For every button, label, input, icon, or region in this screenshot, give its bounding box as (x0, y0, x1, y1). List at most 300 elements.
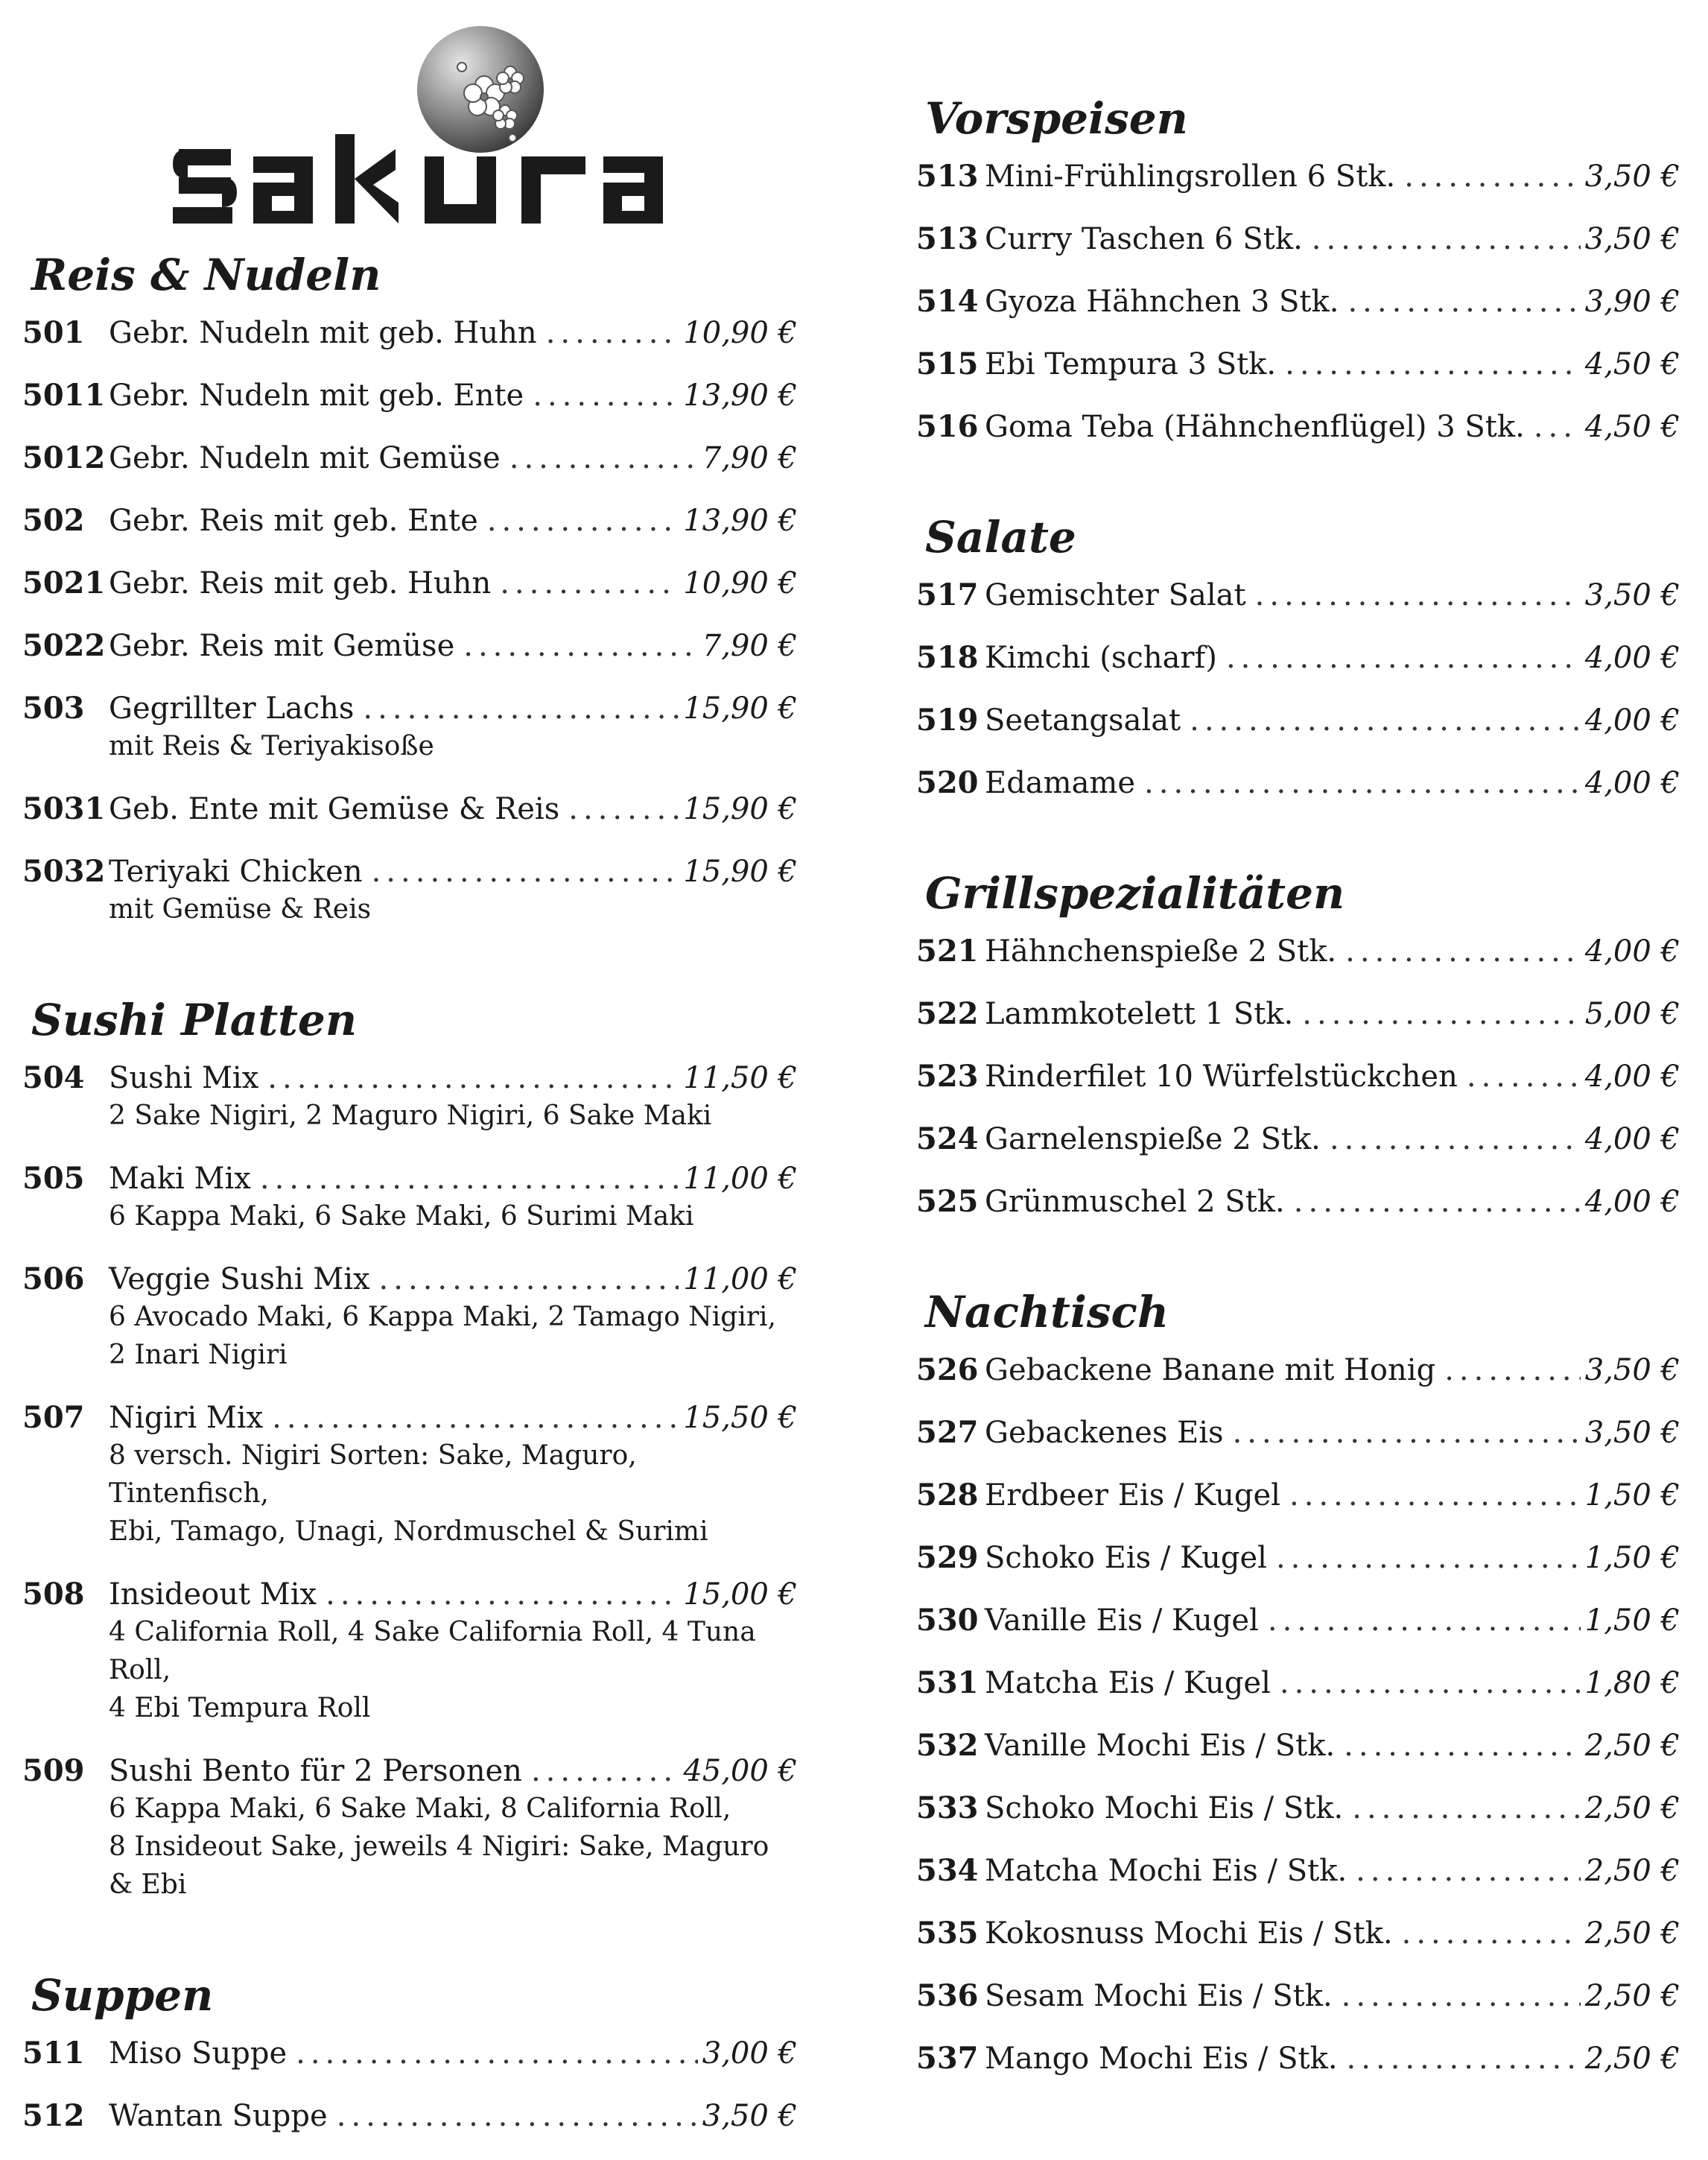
item-number: 528 (916, 1478, 979, 1513)
menu-item (916, 1352, 1680, 1389)
section-title: Grillspezialitäten (925, 868, 1345, 919)
item-price: 4,00 € (1584, 703, 1680, 738)
item-number: 506 (22, 1261, 85, 1296)
item-name: Erdbeer Eis / Kugel (985, 1478, 1280, 1513)
item-number: 525 (916, 1184, 979, 1219)
menu-item-line (22, 377, 797, 414)
item-name: Schoko Mochi Eis / Stk. (985, 1791, 1344, 1825)
menu-item-line (916, 1915, 1680, 1952)
menu-item-line (916, 221, 1680, 258)
menu-item-line (22, 853, 797, 890)
menu-section (916, 471, 1680, 802)
item-description: 8 versch. Nigiri Sorten: Sake, Maguro, Tintenfisch, (109, 1440, 637, 1509)
item-price: 3,50 € (1584, 1416, 1680, 1450)
dot-leader (1342, 1977, 1581, 2015)
item-price: 15,90 € (683, 855, 797, 889)
item-price: 3,50 € (1584, 578, 1680, 612)
section-items (916, 933, 1680, 1220)
item-number: 519 (916, 703, 979, 738)
item-price: 7,90 € (702, 629, 797, 663)
section-items (22, 1060, 797, 1904)
item-price: 13,90 € (683, 379, 797, 413)
item-name: Vanille Eis / Kugel (985, 1603, 1259, 1638)
dot-leader (1280, 1665, 1581, 1702)
dot-leader (1345, 933, 1581, 970)
menu-item (22, 440, 797, 477)
menu-item-line (916, 346, 1680, 383)
item-description: 6 Kappa Maki, 6 Sake Maki, 6 Surimi Maki (109, 1201, 694, 1232)
section-spacer (916, 1246, 1680, 1290)
item-number: 534 (916, 1853, 979, 1888)
item-number: 5021 (22, 566, 106, 601)
menu-item-line (916, 702, 1680, 739)
dot-leader (1190, 702, 1581, 739)
menu-item (916, 577, 1680, 614)
menu-item (916, 221, 1680, 258)
menu-item (916, 1121, 1680, 1158)
dot-leader (337, 2097, 698, 2135)
menu-item-line (916, 995, 1680, 1033)
dot-leader (1285, 346, 1581, 383)
item-number: 526 (916, 1352, 979, 1387)
item-price: 15,00 € (683, 1577, 797, 1612)
item-name: Schoko Eis / Kugel (985, 1541, 1267, 1575)
item-number: 527 (916, 1415, 979, 1450)
menu-item-line (916, 764, 1680, 802)
menu-item (22, 565, 797, 602)
menu-item (22, 1399, 797, 1551)
menu-item (22, 314, 797, 352)
dot-leader (1344, 1727, 1581, 1764)
item-name: Gebr. Nudeln mit Gemüse (109, 441, 501, 475)
item-number: 512 (22, 2098, 85, 2133)
sakura-logo-graphic (134, 15, 700, 253)
item-price: 4,50 € (1584, 410, 1680, 444)
menu-section (22, 954, 797, 1904)
dot-leader (260, 1160, 679, 1197)
menu-item (916, 702, 1680, 739)
menu-item (916, 1977, 1680, 2015)
item-price: 11,00 € (683, 1262, 797, 1296)
item-price: 4,50 € (1584, 347, 1680, 381)
item-price: 2,50 € (1584, 1979, 1680, 2013)
menu-item (916, 1915, 1680, 1952)
dot-leader (1233, 1414, 1581, 1451)
item-description: 4 California Roll, 4 Sake California Roll, 4 Tuna Roll, (109, 1617, 756, 1685)
item-name: Gebr. Reis mit geb. Ente (109, 504, 478, 538)
item-number: 5011 (22, 378, 106, 413)
menu-item (22, 1576, 797, 1727)
section-spacer (916, 471, 1680, 516)
dot-leader (1294, 1183, 1581, 1220)
menu-item (916, 1058, 1680, 1095)
item-name: Lammkotelett 1 Stk. (985, 997, 1294, 1031)
menu-item (22, 1160, 797, 1235)
item-name: Geb. Ente mit Gemüse & Reis (109, 792, 560, 826)
item-name: Gebr. Reis mit geb. Huhn (109, 566, 492, 601)
menu-item (22, 1752, 797, 1904)
menu-item (916, 639, 1680, 677)
menu-item (916, 1414, 1680, 1451)
item-price: 4,00 € (1584, 934, 1680, 969)
section-title: Suppen (31, 1970, 214, 2021)
dot-leader (1467, 1058, 1581, 1095)
dot-leader (267, 1060, 679, 1097)
item-number: 536 (916, 1978, 979, 2013)
item-name: Mini-Frühlingsrollen 6 Stk. (985, 159, 1396, 194)
item-price: 10,90 € (683, 316, 797, 350)
item-name: Gemischter Salat (985, 578, 1246, 612)
item-name: Goma Teba (Hähnchenflügel) 3 Stk. (985, 410, 1525, 444)
section-items (22, 2035, 797, 2135)
dot-leader (1330, 1121, 1581, 1158)
item-number: 523 (916, 1059, 979, 1094)
menu-item-line (22, 502, 797, 539)
item-name: Gebr. Nudeln mit geb. Ente (109, 379, 524, 413)
item-number: 5022 (22, 628, 106, 663)
item-number: 515 (916, 346, 979, 381)
dot-leader (372, 853, 679, 890)
dot-leader (1402, 1915, 1581, 1952)
dot-leader (1144, 764, 1581, 802)
menu-item-line (22, 1160, 797, 1197)
item-price: 4,00 € (1584, 1122, 1680, 1156)
menu-item (916, 995, 1680, 1033)
item-name: Sesam Mochi Eis / Stk. (985, 1979, 1333, 2013)
item-name: Vanille Mochi Eis / Stk. (985, 1729, 1336, 1763)
item-price: 3,90 € (1584, 285, 1680, 319)
menu-item-line (22, 1261, 797, 1298)
menu-item-line (916, 1790, 1680, 1827)
item-price: 10,90 € (683, 566, 797, 601)
menu-item-line (916, 1352, 1680, 1389)
logo-lettering (173, 134, 663, 224)
section-title: Nachtisch (925, 1287, 1169, 1337)
menu-item-line (22, 1576, 797, 1613)
item-price: 1,50 € (1584, 1541, 1680, 1575)
item-number: 520 (916, 765, 979, 800)
item-name: Insideout Mix (109, 1577, 317, 1612)
right-menu-sections (916, 93, 1680, 2077)
dot-leader (500, 565, 679, 602)
sakura-logo (134, 15, 700, 253)
left-menu-sections (22, 250, 797, 2135)
section-spacer (916, 827, 1680, 872)
item-name: Kokosnuss Mochi Eis / Stk. (985, 1916, 1393, 1951)
item-name: Gegrillter Lachs (109, 691, 355, 726)
menu-section (916, 1246, 1680, 2077)
item-price: 2,50 € (1584, 2042, 1680, 2076)
item-number: 5032 (22, 854, 106, 889)
menu-item (916, 1727, 1680, 1764)
dot-leader (1352, 1790, 1581, 1827)
item-description: 2 Sake Nigiri, 2 Maguro Nigiri, 6 Sake Maki (109, 1100, 712, 1131)
item-number: 505 (22, 1161, 85, 1196)
menu-item (916, 2040, 1680, 2077)
dot-leader (1347, 2040, 1581, 2077)
item-number: 502 (22, 503, 85, 538)
item-price: 11,50 € (683, 1061, 797, 1095)
dot-leader (379, 1261, 679, 1298)
item-description: mit Reis & Teriyakisoße (109, 731, 434, 761)
item-description: 6 Kappa Maki, 6 Sake Maki, 8 California Roll, (109, 1793, 731, 1824)
item-price: 45,00 € (683, 1754, 797, 1788)
item-description: 2 Inari Nigiri (109, 1340, 288, 1370)
item-number: 537 (916, 2041, 979, 2076)
menu-item-line (916, 1058, 1680, 1095)
item-number: 516 (916, 409, 979, 444)
menu-item-line (916, 408, 1680, 446)
dot-leader (363, 690, 679, 727)
menu-item-line (916, 639, 1680, 677)
item-price: 3,50 € (1584, 222, 1680, 256)
menu-item (916, 1602, 1680, 1639)
right-column (916, 0, 1680, 2103)
dot-leader (568, 791, 679, 828)
item-number: 5031 (22, 791, 106, 826)
menu-item-line (22, 314, 797, 352)
item-number: 511 (22, 2036, 85, 2071)
item-number: 532 (916, 1728, 979, 1763)
item-name: Grünmuschel 2 Stk. (985, 1185, 1285, 1219)
item-number: 508 (22, 1577, 85, 1612)
menu-item-line (916, 1121, 1680, 1158)
menu-item (916, 408, 1680, 446)
menu-item-line (22, 1752, 797, 1790)
item-name: Garnelenspieße 2 Stk. (985, 1122, 1321, 1156)
item-number: 513 (916, 159, 979, 194)
item-name: Hähnchenspieße 2 Stk. (985, 934, 1337, 969)
menu-item-line (916, 1727, 1680, 1764)
menu-item-line (22, 2035, 797, 2072)
item-name: Mango Mochi Eis / Stk. (985, 2042, 1338, 2076)
menu-item (916, 1665, 1680, 1702)
menu-item (22, 853, 797, 928)
item-name: Wantan Suppe (109, 2099, 328, 2133)
item-price: 4,00 € (1584, 1060, 1680, 1094)
dot-leader (533, 377, 679, 414)
section-items (22, 314, 797, 928)
menu-section (916, 93, 1680, 446)
dot-leader (296, 2035, 698, 2072)
menu-item-line (916, 2040, 1680, 2077)
item-name: Gebackene Banane mit Honig (985, 1353, 1436, 1387)
item-name: Seetangsalat (985, 703, 1181, 738)
section-title: Sushi Platten (31, 995, 357, 1045)
menu-item-line (22, 1399, 797, 1437)
menu-item-line (22, 440, 797, 477)
item-number: 521 (916, 934, 979, 969)
item-description: 6 Avocado Maki, 6 Kappa Maki, 2 Tamago Nigiri, (109, 1302, 776, 1332)
menu-item (916, 1852, 1680, 1890)
item-number: 531 (916, 1665, 979, 1700)
item-price: 2,50 € (1584, 1916, 1680, 1951)
item-price: 3,50 € (1584, 1353, 1680, 1387)
dot-leader (1226, 639, 1581, 677)
item-number: 533 (916, 1790, 979, 1825)
item-name: Curry Taschen 6 Stk. (985, 222, 1303, 256)
item-price: 4,00 € (1584, 641, 1680, 675)
section-title: Salate (925, 512, 1076, 563)
menu-item (22, 2097, 797, 2135)
item-name: Miso Suppe (109, 2036, 288, 2071)
menu-section (22, 1929, 797, 2135)
menu-item-line (916, 1977, 1680, 2015)
item-number: 529 (916, 1540, 979, 1575)
menu-item (916, 158, 1680, 195)
dot-leader (1276, 1539, 1581, 1577)
dot-leader (1444, 1352, 1581, 1389)
item-price: 3,50 € (1584, 159, 1680, 194)
dot-leader (1534, 408, 1581, 446)
item-price: 3,00 € (702, 2036, 797, 2071)
menu-item (22, 1261, 797, 1374)
item-number: 522 (916, 996, 979, 1031)
item-price: 2,50 € (1584, 1791, 1680, 1825)
item-price: 1,50 € (1584, 1603, 1680, 1638)
item-price: 3,50 € (702, 2099, 797, 2133)
dot-leader (1404, 158, 1581, 195)
dot-leader (463, 627, 698, 665)
menu-item (22, 2035, 797, 2072)
menu-item-line (916, 1414, 1680, 1451)
item-name: Gebr. Nudeln mit geb. Huhn (109, 316, 537, 350)
dot-leader (272, 1399, 679, 1437)
menu-item (22, 791, 797, 828)
item-number: 504 (22, 1060, 85, 1095)
dot-leader (1302, 995, 1581, 1033)
item-number: 507 (22, 1400, 85, 1435)
item-name: Gebackenes Eis (985, 1416, 1224, 1450)
item-number: 530 (916, 1603, 979, 1638)
menu-item (22, 627, 797, 665)
menu-item (916, 1539, 1680, 1577)
item-number: 503 (22, 691, 85, 726)
section-title: Vorspeisen (925, 93, 1188, 144)
menu-item-line (22, 690, 797, 727)
section-items (916, 1352, 1680, 2077)
menu-item-line (22, 627, 797, 665)
dot-leader (1312, 221, 1581, 258)
item-name: Rinderfilet 10 Würfelstückchen (985, 1060, 1458, 1094)
section-spacer (22, 1929, 797, 1974)
menu-item-line (916, 1183, 1680, 1220)
item-description: Ebi, Tamago, Unagi, Nordmuschel & Surimi (109, 1516, 708, 1547)
item-name: Veggie Sushi Mix (109, 1262, 370, 1296)
item-price: 1,80 € (1584, 1666, 1680, 1700)
dot-leader (531, 1752, 679, 1790)
item-number: 501 (22, 315, 85, 350)
item-price: 15,90 € (683, 792, 797, 826)
dot-leader (509, 440, 698, 477)
menu-item-line (916, 1539, 1680, 1577)
item-name: Matcha Eis / Kugel (985, 1666, 1271, 1700)
section-title: Reis & Nudeln (31, 250, 381, 300)
dot-leader (1268, 1602, 1581, 1639)
item-price: 15,90 € (683, 691, 797, 726)
item-description: 4 Ebi Tempura Roll (109, 1693, 371, 1723)
dot-leader (1356, 1852, 1581, 1890)
item-number: 509 (22, 1753, 85, 1788)
item-number: 517 (916, 577, 979, 612)
section-items (916, 577, 1680, 802)
menu-item (22, 690, 797, 765)
item-price: 2,50 € (1584, 1854, 1680, 1888)
dot-leader (546, 314, 679, 352)
item-name: Gebr. Reis mit Gemüse (109, 629, 455, 663)
menu-item-line (916, 577, 1680, 614)
menu-item (916, 933, 1680, 970)
item-name: Sushi Bento für 2 Personen (109, 1754, 522, 1788)
menu-item-line (916, 158, 1680, 195)
menu-item (916, 1477, 1680, 1514)
dot-leader (1289, 1477, 1581, 1514)
menu-item (22, 502, 797, 539)
item-price: 13,90 € (683, 504, 797, 538)
item-name: Matcha Mochi Eis / Stk. (985, 1854, 1347, 1888)
section-items (916, 158, 1680, 446)
section-spacer (22, 954, 797, 998)
item-name: Teriyaki Chicken (109, 855, 363, 889)
item-name: Edamame (985, 766, 1136, 800)
item-number: 513 (916, 221, 979, 256)
menu-item (22, 377, 797, 414)
item-name: Kimchi (scharf) (985, 641, 1217, 675)
item-name: Nigiri Mix (109, 1401, 264, 1435)
item-description: mit Gemüse & Reis (109, 894, 372, 925)
item-price: 1,50 € (1584, 1478, 1680, 1513)
menu-item (916, 283, 1680, 320)
menu-item (916, 764, 1680, 802)
item-price: 4,00 € (1584, 1185, 1680, 1219)
item-price: 11,00 € (683, 1162, 797, 1196)
menu-item-line (916, 1602, 1680, 1639)
item-number: 535 (916, 1916, 979, 1951)
item-name: Sushi Mix (109, 1061, 259, 1095)
menu-item-line (916, 1665, 1680, 1702)
item-number: 518 (916, 640, 979, 675)
item-name: Maki Mix (109, 1162, 251, 1196)
menu-item-line (916, 933, 1680, 970)
item-number: 5012 (22, 440, 106, 475)
item-number: 514 (916, 284, 979, 319)
item-number: 524 (916, 1121, 979, 1156)
menu-section (22, 250, 797, 928)
item-price: 7,90 € (702, 441, 797, 475)
dot-leader (326, 1576, 679, 1613)
item-name: Gyoza Hähnchen 3 Stk. (985, 285, 1339, 319)
item-price: 5,00 € (1584, 997, 1680, 1031)
menu-item (22, 1060, 797, 1135)
item-price: 2,50 € (1584, 1729, 1680, 1763)
item-name: Ebi Tempura 3 Stk. (985, 347, 1277, 381)
menu-item (916, 1183, 1680, 1220)
menu-item-line (22, 791, 797, 828)
dot-leader (1347, 283, 1580, 320)
dot-leader (1255, 577, 1581, 614)
dot-leader (487, 502, 679, 539)
menu-item-line (916, 1477, 1680, 1514)
menu-item-line (916, 1852, 1680, 1890)
menu-item-line (22, 565, 797, 602)
item-description: 8 Insideout Sake, jeweils 4 Nigiri: Sake, Maguro & Ebi (109, 1831, 769, 1900)
item-price: 15,50 € (683, 1401, 797, 1435)
item-price: 4,00 € (1584, 766, 1680, 800)
menu-item-line (916, 283, 1680, 320)
menu-item-line (22, 1060, 797, 1097)
left-column (22, 0, 797, 2160)
menu-item (916, 346, 1680, 383)
